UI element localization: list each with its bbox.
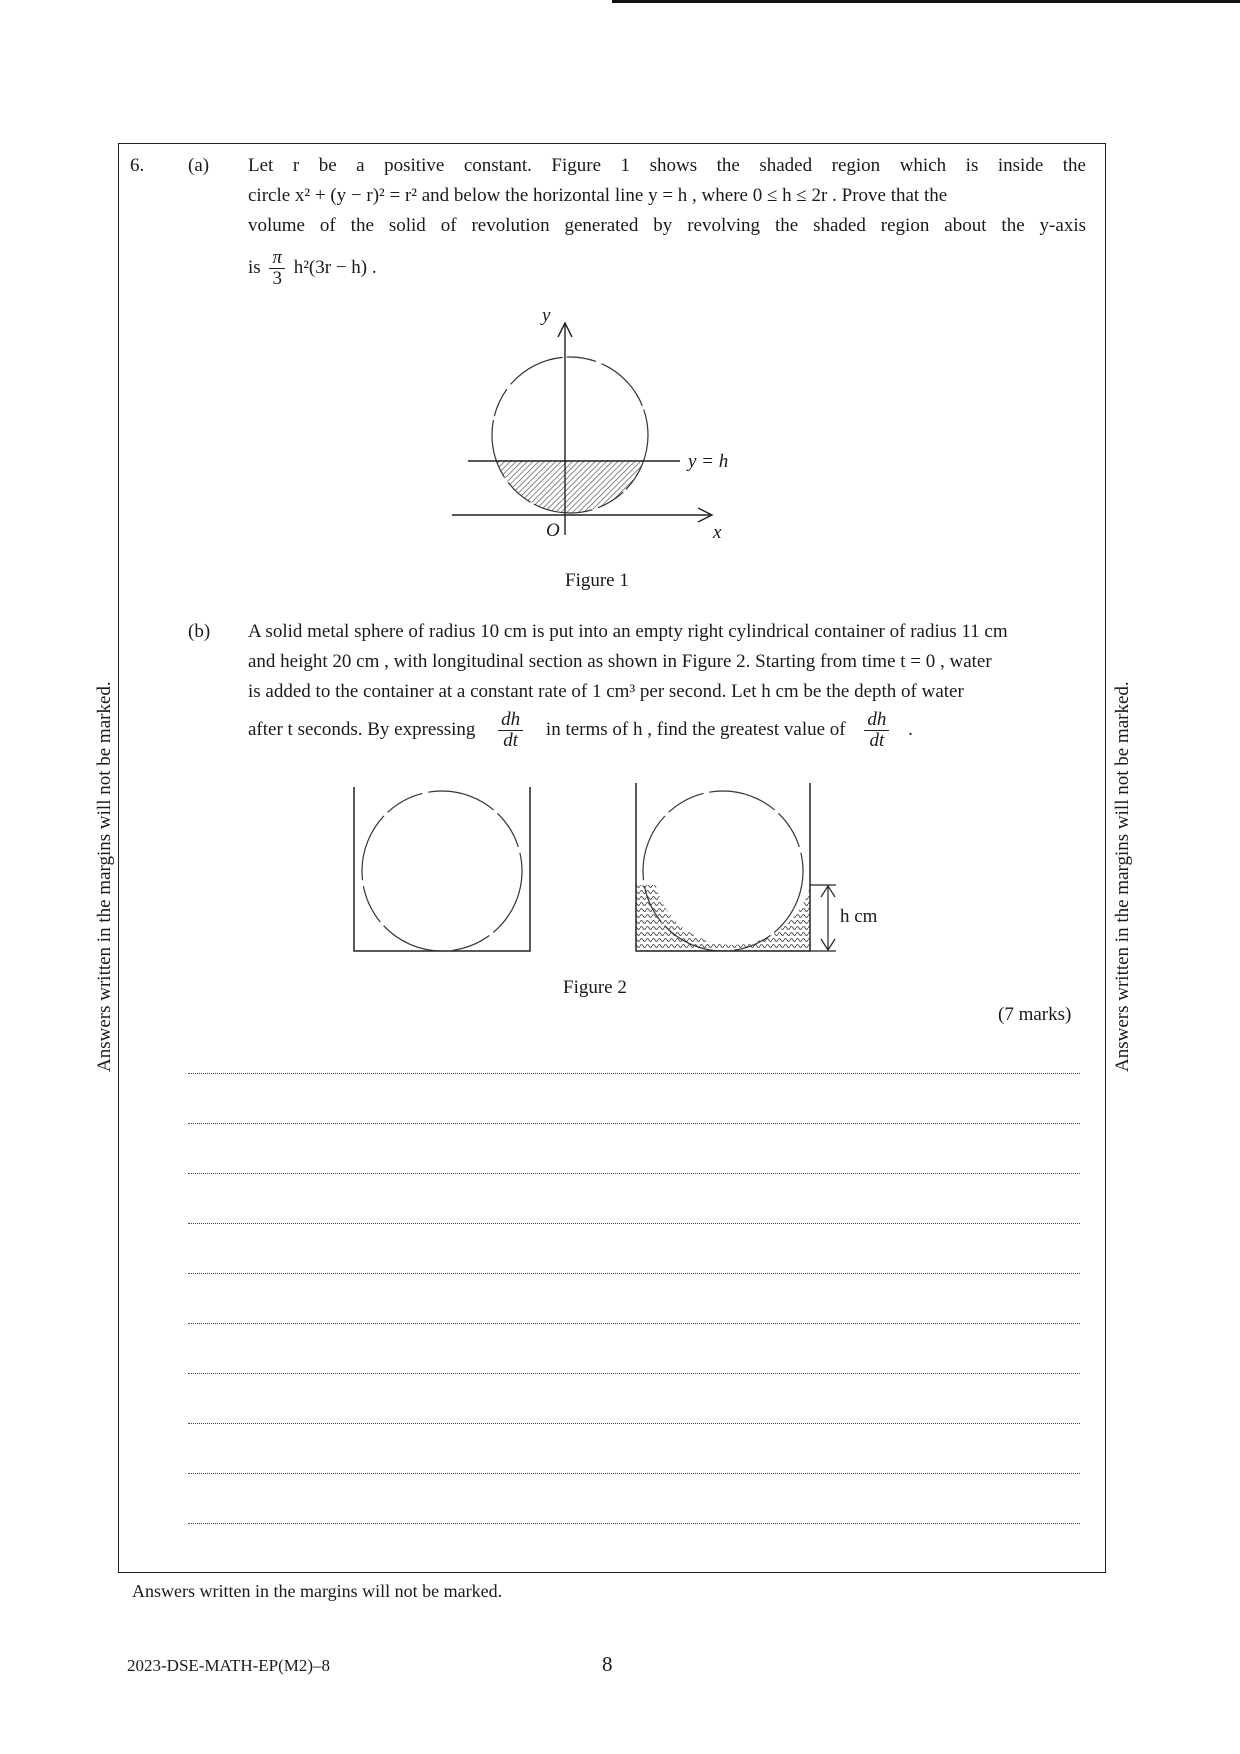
- page-number: 8: [602, 1652, 613, 1676]
- is-word: is: [248, 256, 261, 278]
- figure-1-line-label: y = h: [688, 451, 729, 472]
- figure-1-caption: Figure 1: [565, 570, 629, 591]
- dh-numerator: dh: [498, 710, 523, 731]
- shaded-region: [492, 357, 648, 513]
- part-b-label: (b): [188, 621, 211, 642]
- right-margin-note: Answers written in the margins will not be marked.: [1112, 681, 1133, 1072]
- paper-code: 2023-DSE-MATH-EP(M2)–8: [127, 1656, 331, 1675]
- figure-1-y-label: y: [542, 305, 551, 326]
- figure-2-caption: Figure 2: [563, 977, 627, 998]
- depth-label: h cm: [840, 906, 878, 927]
- figure-1-x-label: x: [713, 522, 722, 543]
- volume-expression: h²(3r − h) .: [293, 256, 377, 278]
- answer-line[interactable]: [188, 1323, 1080, 1324]
- part-a-line-2: circle x² + (y − r)² = r² and below the horizontal line y = h , where 0 ≤ h ≤ 2r . Prove that the: [248, 185, 948, 206]
- sphere-in-empty-container: [362, 791, 522, 951]
- top-edge-line: [612, 0, 1240, 3]
- answer-line[interactable]: [188, 1273, 1080, 1274]
- part-a-line-1: Let r be a positive constant. Figure 1 shows the shaded region which is inside the: [248, 155, 1086, 176]
- part-b-line-4: [248, 710, 913, 751]
- marks: (7 marks): [998, 1004, 1072, 1025]
- figure-1-origin-label: O: [546, 520, 560, 541]
- part-b-line-1: A solid metal sphere of radius 10 cm is put into an empty right cylindrical container of radius 11 cm: [248, 621, 1008, 642]
- dt-denominator-2: dt: [869, 730, 885, 751]
- pi-over-3-fraction: [269, 248, 285, 289]
- answer-line[interactable]: [188, 1523, 1080, 1524]
- answer-line[interactable]: [188, 1073, 1080, 1074]
- answer-line[interactable]: [188, 1123, 1080, 1124]
- answer-line[interactable]: [188, 1173, 1080, 1174]
- fraction-numerator: π: [269, 248, 285, 269]
- fraction-denominator: 3: [272, 268, 282, 289]
- part-b-line-2: and height 20 cm , with longitudinal section as shown in Figure 2. Starting from time t = 0 , water: [248, 651, 992, 672]
- part-a-label: (a): [188, 155, 210, 176]
- part-b-line-3: is added to the container at a constant rate of 1 cm³ per second. Let h cm be the depth of water: [248, 681, 964, 702]
- empty-container-outline: [354, 787, 530, 951]
- part-a-line-3: volume of the solid of revolution generated by revolving the shaded region about the y-axis: [248, 215, 1086, 236]
- figure-1-diagram: [440, 305, 740, 545]
- dh-dt-fraction-2: [864, 710, 889, 751]
- left-margin-note: Answers written in the margins will not be marked.: [94, 681, 115, 1072]
- dh-dt-fraction: [498, 710, 523, 751]
- answer-line[interactable]: [188, 1223, 1080, 1224]
- dt-denominator: dt: [503, 730, 519, 751]
- dh-numerator-2: dh: [864, 710, 889, 731]
- part-b-line-4-end: .: [908, 718, 913, 740]
- water-region: [636, 885, 810, 951]
- answer-line[interactable]: [188, 1473, 1080, 1474]
- part-b-line-4-middle: in terms of h , find the greatest value of: [545, 718, 846, 740]
- bottom-margin-note: Answers written in the margins will not be marked.: [132, 1581, 503, 1601]
- part-a-line-4: [248, 248, 377, 289]
- part-b-line-4-start: after t seconds. By expressing: [248, 718, 476, 740]
- answer-line[interactable]: [188, 1373, 1080, 1374]
- figure-2-diagram: [340, 775, 900, 965]
- question-number: 6.: [130, 155, 145, 176]
- answer-line[interactable]: [188, 1423, 1080, 1424]
